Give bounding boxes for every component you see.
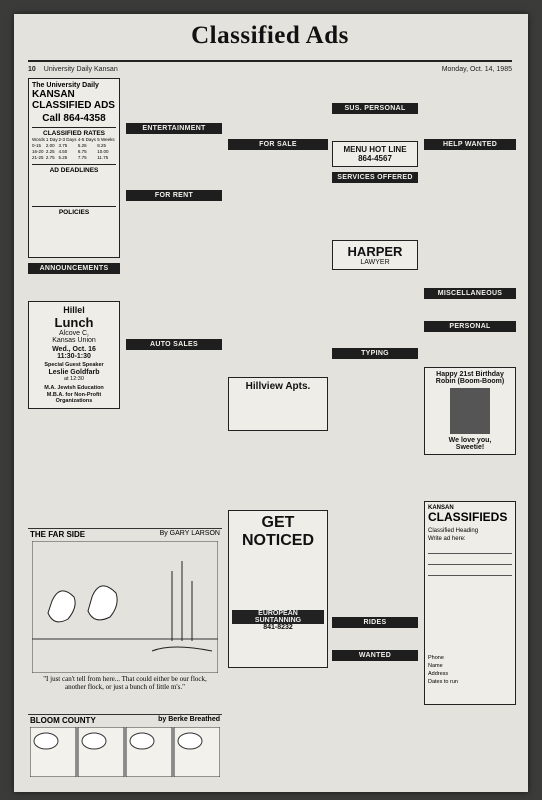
page-header xyxy=(28,22,512,80)
far-side-title: THE FAR SIDE xyxy=(30,530,86,539)
paper-name: University Daily Kansan xyxy=(43,66,118,73)
section-wanted: WANTED xyxy=(332,650,418,661)
far-side-drawing xyxy=(32,541,218,673)
section-for-rent: FOR RENT xyxy=(126,190,222,201)
column-3-ads-top xyxy=(228,78,328,134)
birthday-line3: We love you, xyxy=(448,437,492,444)
newspaper-page xyxy=(14,14,528,792)
far-side-caption: "I just can't tell from here... That could either be our flock, another flock, or just a bunch of little m's." xyxy=(43,675,207,691)
form-field-name[interactable]: Name xyxy=(428,663,443,669)
table-cell: 4.50 xyxy=(58,149,68,154)
entertainment-ads xyxy=(126,137,222,185)
suntanning-brand2: SUNTANNING xyxy=(232,617,324,624)
hillview-ad xyxy=(228,377,328,431)
table-cell: 11.75 xyxy=(97,155,109,160)
rates-line1: The University Daily xyxy=(32,82,99,89)
hillel-time: 11:30-1:30 xyxy=(57,353,91,360)
get-noticed-coupons xyxy=(232,550,324,610)
hillel-place1: Alcove C, xyxy=(59,330,89,337)
rides-ads xyxy=(332,631,418,645)
menu-hotline-line1: MENU HOT LINE xyxy=(343,145,407,154)
section-sus-personal: SUS. PERSONAL xyxy=(332,103,418,114)
page-number: 10 xyxy=(28,66,36,73)
page-date: Monday, Oct. 14, 1985 xyxy=(441,66,512,73)
section-services-offered: SERVICES OFFERED xyxy=(332,172,418,183)
column-2 xyxy=(126,78,222,502)
deadlines-heading: AD DEADLINES xyxy=(32,164,116,174)
for-sale-ads xyxy=(228,153,328,373)
miscellaneous-ads xyxy=(424,302,516,316)
table-cell: 0-15 xyxy=(32,143,42,148)
birthday-photo xyxy=(450,388,490,434)
get-noticed-ad xyxy=(228,510,328,668)
bloom-county-comic xyxy=(28,714,222,779)
column-5 xyxy=(424,78,516,782)
policies-text xyxy=(32,219,116,253)
suntanning-phone: 841-8232 xyxy=(263,624,293,631)
table-cell: 16-20 xyxy=(32,149,44,154)
personal-ads xyxy=(424,335,516,363)
services-offered-ads xyxy=(332,186,418,236)
column-3-ads-bottom xyxy=(228,671,328,782)
for-rent-ads xyxy=(126,204,222,334)
column-4-ads-mid xyxy=(332,273,418,343)
column-5-ads-mid xyxy=(424,458,516,496)
hillview-title: Hillview Apts. xyxy=(245,381,311,392)
rates-box xyxy=(28,78,120,258)
column-3 xyxy=(228,78,328,782)
policies-heading: POLICIES xyxy=(32,206,116,216)
hillel-speaker-time: at 12:30 xyxy=(64,375,84,382)
table-cell: 6.75 xyxy=(77,149,87,154)
table-cell: 2.75 xyxy=(45,155,55,160)
form-line2: CLASSIFIEDS xyxy=(428,510,508,524)
birthday-ad xyxy=(424,367,516,455)
rates-col: 2-3 Days xyxy=(58,137,77,142)
birthday-line4: Sweetie! xyxy=(455,444,485,451)
birthday-line1: Happy 21st Birthday xyxy=(436,371,504,378)
auto-sales-ads xyxy=(126,353,222,393)
form-field-address[interactable]: Address xyxy=(428,671,449,677)
table-cell: 3.75 xyxy=(58,143,68,148)
rates-table xyxy=(32,137,116,161)
section-rides: RIDES xyxy=(332,617,418,628)
section-typing: TYPING xyxy=(332,348,418,359)
hillel-title: Hillel xyxy=(63,305,85,315)
harper-name: HARPER xyxy=(347,244,403,259)
column-2-ads-top xyxy=(126,78,222,118)
table-cell: 2.25 xyxy=(45,149,55,154)
rates-col: 1 Day xyxy=(45,137,58,142)
form-write-line[interactable] xyxy=(428,567,512,576)
rates-heading: CLASSIFIED RATES xyxy=(32,127,116,137)
get-noticed-line2: NOTICED xyxy=(242,532,314,549)
rates-line2: KANSAN CLASSIFIED ADS xyxy=(32,89,115,111)
section-help-wanted: HELP WANTED xyxy=(424,139,516,150)
table-row xyxy=(32,155,116,161)
column-4-ads-top xyxy=(332,78,418,98)
help-wanted-ads xyxy=(424,153,516,283)
suntanning-brand1: EUROPEAN xyxy=(232,610,324,617)
form-heading-label: Classified Heading xyxy=(428,528,479,534)
table-cell: 2.00 xyxy=(45,143,55,148)
far-side-cartoon xyxy=(28,528,222,711)
hillel-lunch-ad xyxy=(28,301,120,409)
kansan-classifieds-form xyxy=(424,501,516,705)
birthday-line2: Robin (Boom-Boom) xyxy=(435,378,505,385)
harper-title: LAWYER xyxy=(360,259,390,266)
column-3-ads-mid xyxy=(228,434,328,506)
table-cell: 8.25 xyxy=(97,143,106,148)
table-cell: 5.25 xyxy=(77,143,87,148)
typing-ads xyxy=(332,362,418,612)
table-cell: 10.00 xyxy=(97,149,109,154)
form-field-dates[interactable]: Dates to run xyxy=(428,679,458,685)
menu-hotline-phone: 864-4567 xyxy=(358,154,392,163)
deadlines-text xyxy=(32,177,116,203)
hillel-speaker-label: Special Guest Speaker xyxy=(44,362,104,368)
hillel-place2: Kansas Union xyxy=(52,337,96,344)
bloom-county-title: BLOOM COUNTY xyxy=(30,716,96,725)
column-5-ads-top xyxy=(424,78,516,134)
rates-col: Words xyxy=(32,137,45,142)
far-side-author: By GARY LARSON xyxy=(159,530,220,537)
table-cell: 5.25 xyxy=(58,155,68,160)
page-title: Classified Ads xyxy=(191,22,349,49)
hillel-date: Wed., Oct. 16 xyxy=(52,346,96,353)
header-rule xyxy=(28,60,512,62)
rates-col: 4-5 Days xyxy=(77,137,96,142)
rates-col: 5 Weeks xyxy=(97,137,115,142)
table-cell: 7.75 xyxy=(77,155,87,160)
section-entertainment: ENTERTAINMENT xyxy=(126,123,222,134)
hillel-lunch: Lunch xyxy=(54,315,94,330)
hillel-speaker: Leslie Goldfarb xyxy=(48,368,100,376)
form-write-line[interactable] xyxy=(428,556,512,565)
announcement-ad xyxy=(28,277,120,297)
form-line1: KANSAN xyxy=(428,505,454,511)
column-4 xyxy=(332,78,418,782)
harper-lawyer-ad xyxy=(332,240,418,270)
form-write-label: Write ad here: xyxy=(428,536,466,542)
section-personal: PERSONAL xyxy=(424,321,516,332)
sus-personal-ads xyxy=(332,117,418,137)
get-noticed-line1: GET xyxy=(261,514,295,531)
form-field-phone[interactable]: Phone xyxy=(428,655,444,661)
section-auto-sales: AUTO SALES xyxy=(126,339,222,350)
menu-hotline-ad xyxy=(332,141,418,167)
section-miscellaneous: MISCELLANEOUS xyxy=(424,288,516,299)
hillel-topic2: M.B.A. for Non-Profit Organizations xyxy=(46,391,102,404)
rates-phone: Call 864-4358 xyxy=(42,113,106,124)
form-fields xyxy=(428,654,458,686)
hillel-topic1: M.A. Jewish Education xyxy=(44,385,104,391)
form-write-line[interactable] xyxy=(428,545,512,554)
section-announcements: ANNOUNCEMENTS xyxy=(28,263,120,274)
table-cell: 21-25 xyxy=(32,155,44,160)
header-left xyxy=(28,66,118,73)
section-for-sale: FOR SALE xyxy=(228,139,328,150)
wanted-ads xyxy=(332,664,418,744)
bloom-county-strip xyxy=(30,727,220,777)
bloom-county-author: by Berke Breathed xyxy=(158,716,220,723)
